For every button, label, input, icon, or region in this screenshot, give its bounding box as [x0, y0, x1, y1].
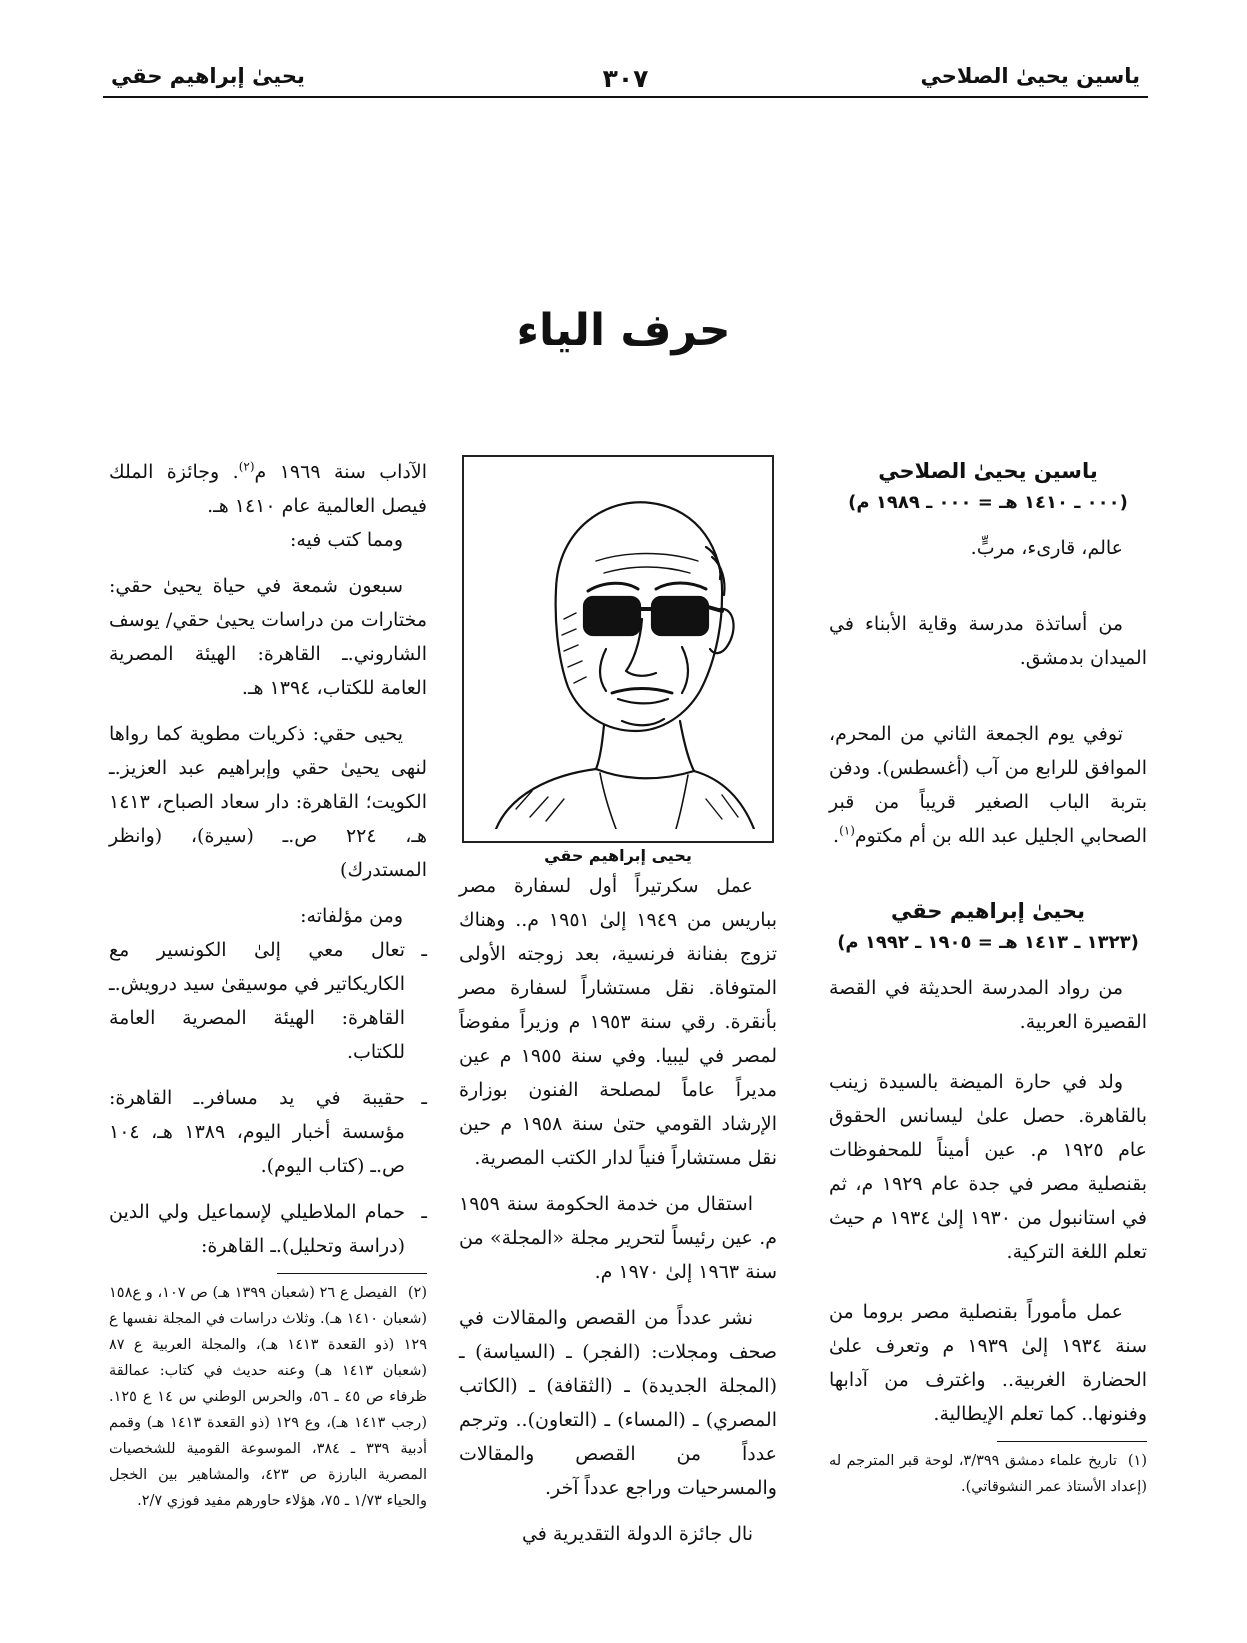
entry1-paragraph: من أساتذة مدرسة وقاية الأبناء في الميدان بدمشق.	[829, 613, 1147, 669]
entry2-intro: من رواد المدرسة الحديثة في القصة القصيرة العربية.	[829, 977, 1147, 1033]
work-item-3	[109, 1195, 427, 1263]
written-heading: ومما كتب فيه:	[289, 529, 403, 551]
work-dash: ـ	[421, 939, 427, 961]
entry1-death-text: توفي يوم الجمعة الثاني من المحرم، الموافق للرابع من آب (أغسطس). ودفن بتربة الباب الصغير قريباً من قبر الصحابي الجليل عبد الله بن أم مكتوم	[829, 723, 1147, 847]
middle-paragraph-career: عمل سكرتيراً أول لسفارة مصر بباريس من ١٩٤٩ إلىٰ ١٩٥١ م.. وهناك تزوج بفنانة فرنسية، بعد زوجته الأولى المتوفاة. نقل مستشاراً لسفارة مصر بأنقرة. رقي سنة ١٩٥٣ م وزيراً مفوضاً لمصر في ليبيا. وفي سنة ١٩٥٥ م عين مديراً عاماً لمصلحة الفنون بوزارة الإرشاد القومي حتىٰ سنة ١٩٥٨ م حين نقل مستشاراً فنياً لدار الكتب المصرية.	[459, 875, 777, 1169]
footnote-rule-1	[997, 1441, 1147, 1442]
footnote-1	[829, 1448, 1147, 1500]
left-award-text: الآداب سنة ١٩٦٩ م	[254, 461, 427, 483]
footnote-ref-1: (١)	[839, 823, 855, 838]
right-column	[829, 455, 1147, 1500]
written-item-2: يحيى حقي: ذكريات مطوية كما رواها لنهى يحيىٰ حقي وإبراهيم عبد العزيز.ـ الكويت؛ القاهرة: دار سعاد الصباح، ١٤١٣ هـ، ٢٢٤ ص.ـ (سيرة)، (وانظر المستدرك)	[109, 723, 427, 881]
entry1-death-paragraph	[829, 717, 1147, 853]
footnote-1-mark: (١)	[1127, 1453, 1147, 1469]
portrait-caption: يحيى إبراهيم حقي	[544, 846, 692, 865]
work-item-3-text: حمام الملاطيلي لإسماعيل ولي الدين (دراسة وتحليل).ـ القاهرة:	[109, 1201, 405, 1257]
entry1-death-end: .	[833, 825, 840, 847]
entry2-birth-paragraph: ولد في حارة الميضة بالسيدة زينب بالقاهرة. حصل علىٰ ليسانس الحقوق عام ١٩٢٥ م. عين أميناً للمحفوظات بقنصلية مصر في جدة عام ١٩٢٩ م، ثم في استانبول من ١٩٣٠ إلىٰ ١٩٣٤ م حيث تعلم اللغة التركية.	[829, 1071, 1148, 1263]
header-right-name: ياسين يحيىٰ الصلاحي	[920, 64, 1140, 88]
portrait-drawing	[476, 469, 760, 829]
entry1-name: ياسين يحيىٰ الصلاحي	[878, 459, 1098, 483]
page-number: ٣٠٧	[602, 64, 649, 93]
left-column	[109, 455, 427, 1514]
header-left-name: يحيىٰ إبراهيم حقي	[111, 64, 305, 88]
work-dash: ـ	[421, 1087, 427, 1109]
entry2-rome-paragraph: عمل مأموراً بقنصلية مصر بروما من سنة ١٩٣٤ إلىٰ ١٩٣٩ م وتعرف علىٰ الحضارة الغربية.. واغترف من آدابها وفنونها.. كما تعلم الإيطالية.	[829, 1301, 1147, 1425]
footnote-2-mark: (٢)	[407, 1285, 427, 1301]
work-item-1-text: تعال معي إلىٰ الكونسير مع الكاريكاتير في موسيقىٰ سيد درويش.ـ القاهرة: الهيئة المصرية العامة للكتاب.	[109, 939, 405, 1063]
footnote-2	[109, 1280, 427, 1514]
work-item-1	[109, 933, 427, 1069]
footnote-rule-2	[277, 1273, 427, 1274]
running-header	[103, 62, 1148, 98]
entry2-dates: (١٣٢٣ ـ ١٤١٣ هـ = ١٩٠٥ ـ ١٩٩٢ م)	[837, 932, 1139, 953]
work-item-2	[109, 1081, 427, 1183]
footnote-1-text: تاريخ علماء دمشق ٣/٣٩٩، لوحة قبر المترجم له (إعداد الأستاذ عمر النشوقاتي).	[829, 1453, 1147, 1495]
work-dash: ـ	[421, 1201, 427, 1223]
middle-paragraph-publications: نشر عدداً من القصص والمقالات في صحف ومجلات: (الفجر) ـ (السياسة) ـ (المجلة الجديدة) ـ (الثقافة) ـ (الكاتب المصري) ـ (المساء) ـ (التعاون).. وترجم عدداً من القصص والمقالات والمسرحيات وراجع عدداً آخر.	[459, 1307, 777, 1499]
footnote-ref-2: (٢)	[238, 459, 255, 474]
chapter-title: حرف الياء	[516, 305, 731, 356]
written-item-1: سبعون شمعة في حياة يحيىٰ حقي: مختارات من دراسات يحيىٰ حقي/ يوسف الشاروني.ـ القاهرة: الهيئة المصرية العامة للكتاب، ١٣٩٤ هـ.	[109, 575, 427, 699]
entry1-description: عالم، قارىء، مربٍّ.	[970, 537, 1123, 559]
portrait-frame	[462, 455, 774, 843]
left-award-paragraph	[109, 455, 427, 523]
middle-column	[459, 455, 777, 1551]
entry1-dates: (٠٠٠ ـ ١٤١٠ هـ = ٠٠٠ ـ ١٩٨٩ م)	[848, 492, 1128, 513]
middle-paragraph-award: نال جائزة الدولة التقديرية في	[521, 1523, 753, 1545]
works-heading: ومن مؤلفاته:	[300, 905, 403, 927]
work-item-2-text: حقيبة في يد مسافر.ـ القاهرة: مؤسسة أخبار اليوم، ١٣٨٩ هـ، ١٠٤ ص.ـ (كتاب اليوم).	[109, 1087, 405, 1177]
footnote-2-text: الفيصل ع ٢٦ (شعبان ١٣٩٩ هـ) ص ١٠٧، و ع١٥٨ (شعبان ١٤١٠ هـ). وثلاث دراسات في المجلة نفسها ع ١٢٩ (ذو القعدة ١٤١٣ هـ)، والمجلة العربية ع ٨٧ (شعبان ١٤١٣ هـ) وعنه حديث في كتاب: عمالقة ظرفاء ص ٤٥ ـ ٥٦، والحرس الوطني س ١٤ ع ١٢٥. (رجب ١٤١٣ هـ)، وع ١٢٩ (ذو القعدة ١٤١٣ هـ) وقمم أدبية ٣٣٩ ـ ٣٨٤، الموسوعة القومية للشخصيات المصرية البارزة ص ٤٢٣، والمشاهير بين الخجل والحياء ١/٧٣ ـ ٧٥، هؤلاء حاورهم مفيد فوزي ٢/٧.	[109, 1285, 428, 1509]
entry2-name: يحيىٰ إبراهيم حقي	[891, 899, 1085, 923]
left-award-end: . وجائزة الملك فيصل العالمية عام ١٤١٠ هـ.	[109, 461, 427, 517]
middle-paragraph-resignation: استقال من خدمة الحكومة سنة ١٩٥٩ م. عين رئيساً لتحرير مجلة «المجلة» من سنة ١٩٦٣ إلىٰ ١٩٧٠ م.	[459, 1193, 777, 1283]
